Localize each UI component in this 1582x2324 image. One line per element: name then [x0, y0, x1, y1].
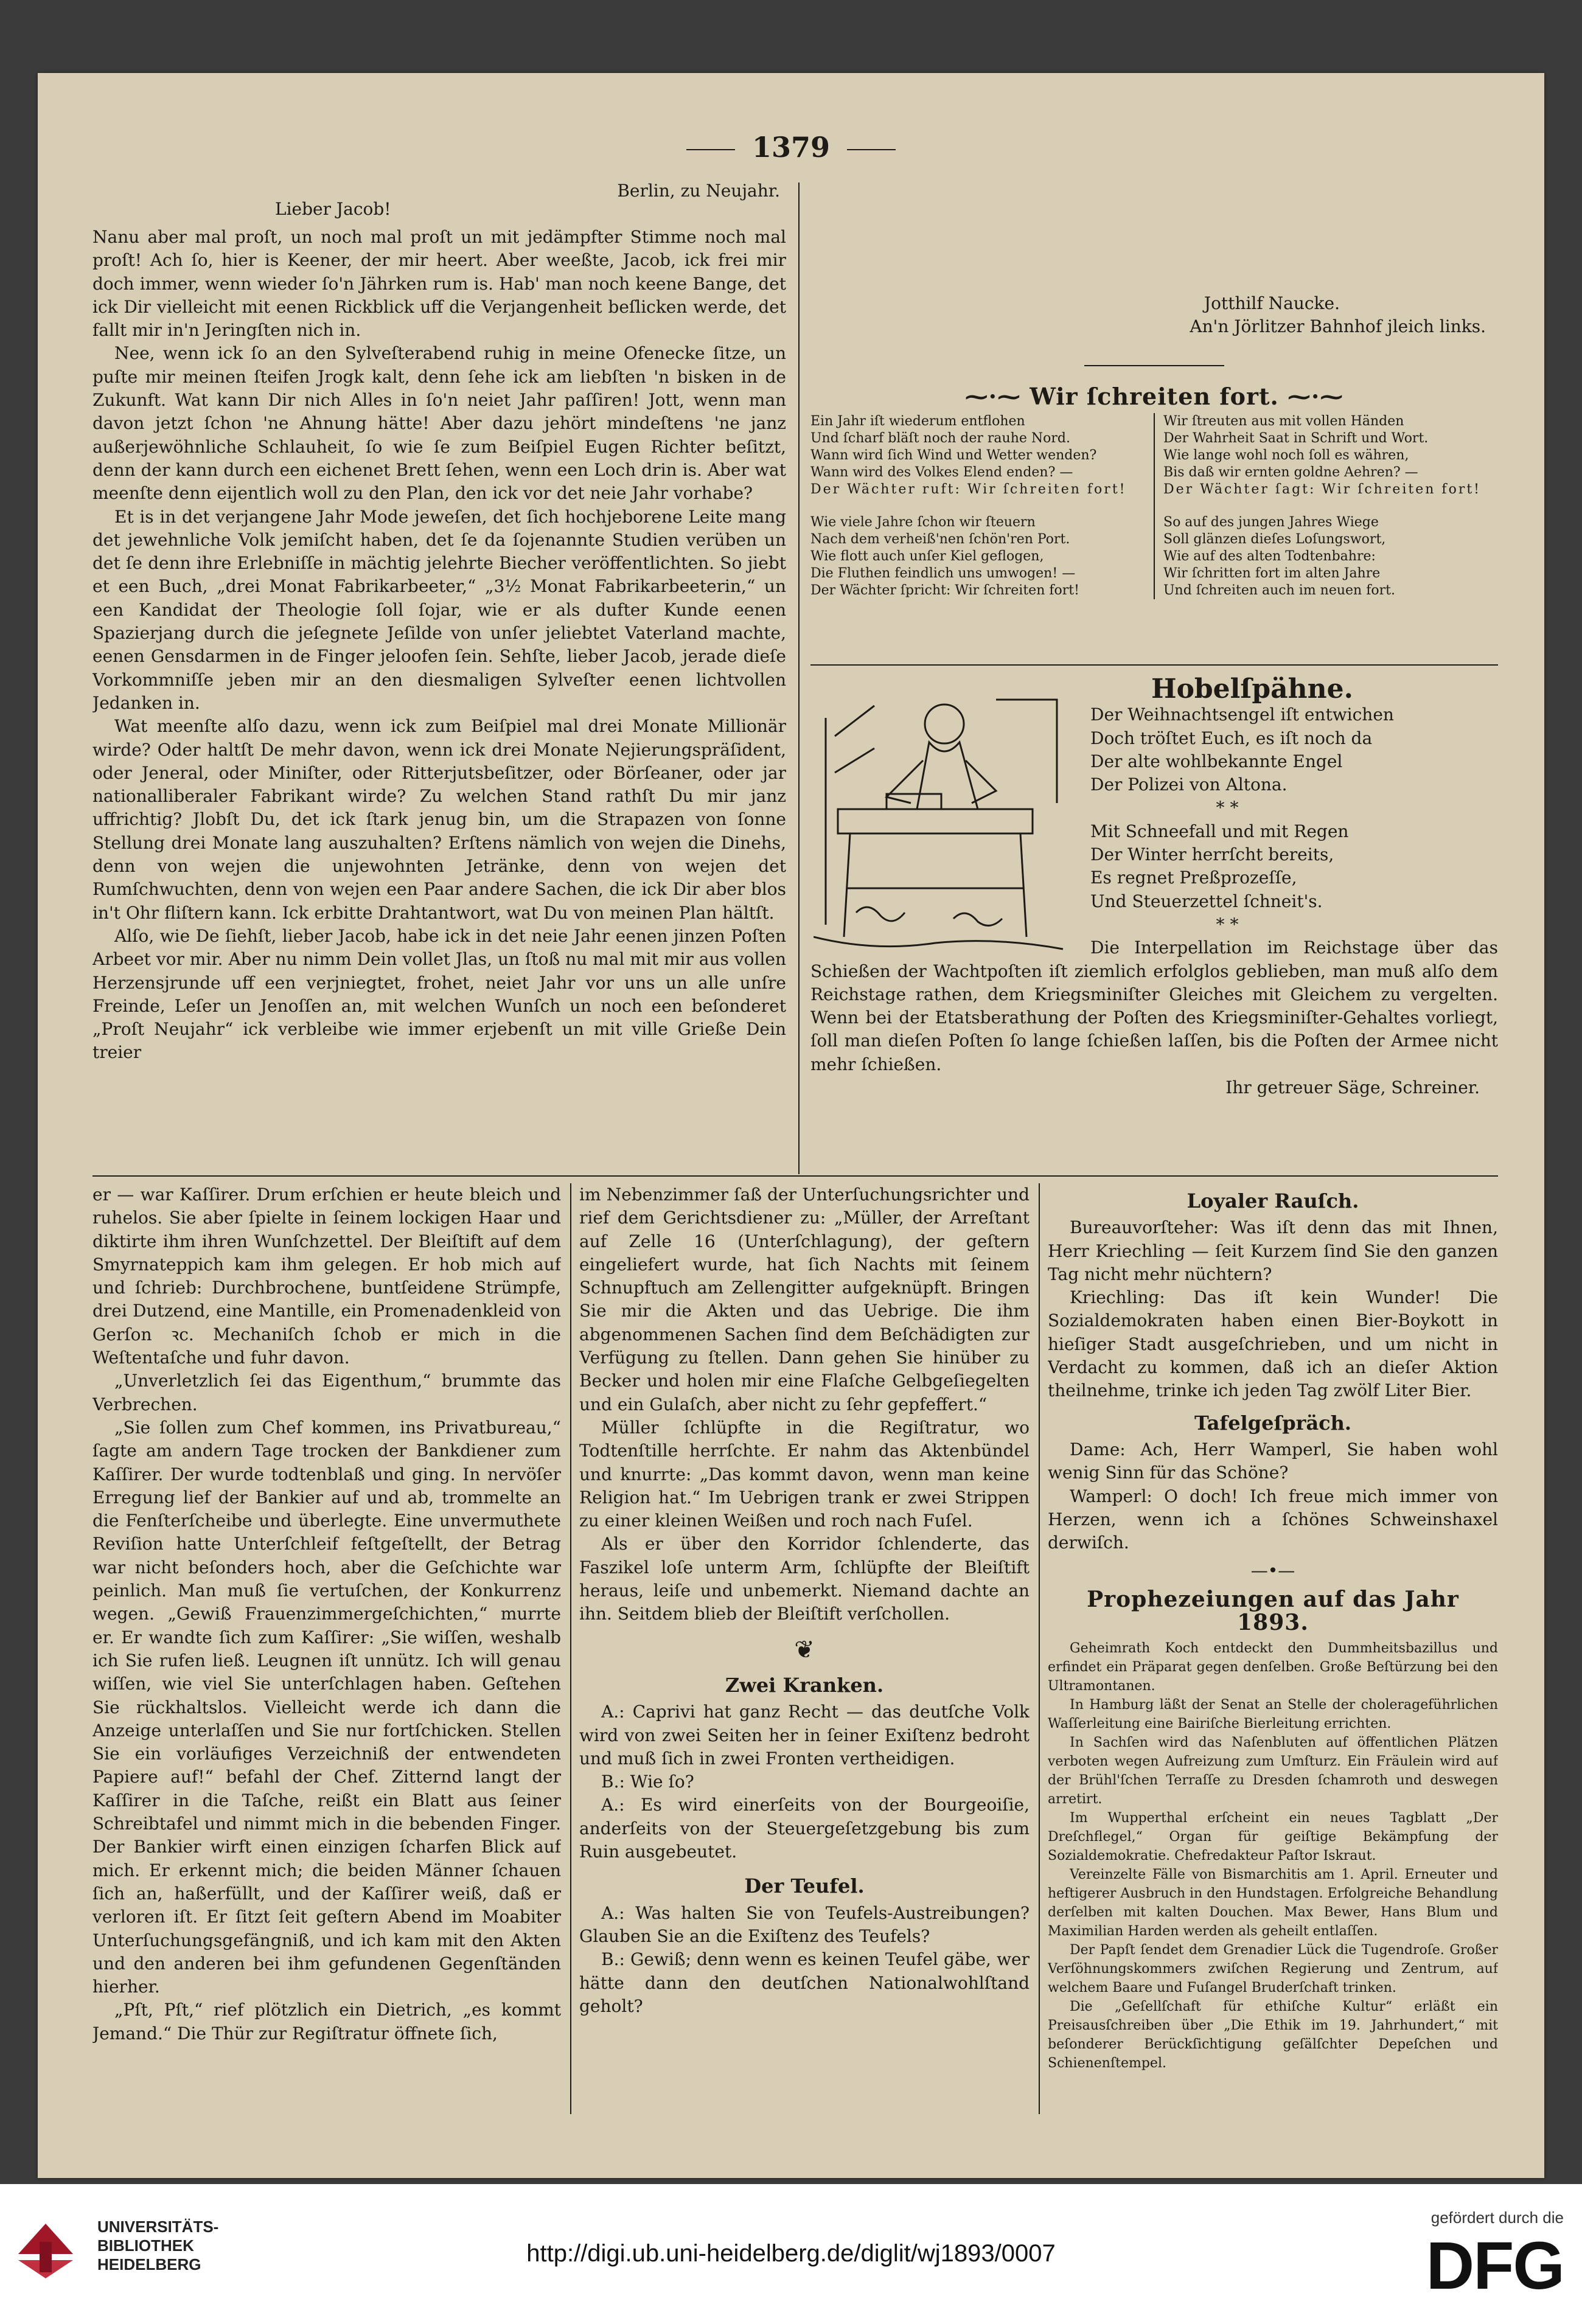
prophecy-item: In Hamburg läßt der Senat an Stelle der cholerageführlichen Waſſerleitung eine Bairiſche Bierleitung errichten. [1048, 1697, 1498, 1732]
prophecies-list [1048, 1639, 1498, 2073]
zwei-kranken-title: Zwei Kranken. [725, 1673, 884, 1697]
prophecies-title: Prophezeiungen auf das Jahr 1893. [1087, 1586, 1459, 1636]
digitization-footer [0, 2184, 1582, 2324]
letter-signature-block [810, 292, 1498, 353]
dialogue-line: Dame: Ach, Herr Wamperl, Sie haben wohl wenig Sinn für das Schöne? [1048, 1439, 1498, 1483]
horizontal-divider [92, 1175, 1498, 1177]
ornament-rule [1084, 365, 1224, 366]
section-rule [810, 664, 1498, 666]
page-number: 1379 [38, 131, 1544, 164]
verse-separator: * * [1216, 798, 1239, 818]
verse-separator: * * [1216, 914, 1239, 934]
letter-signature-note: An'n Jörlitzer Bahnhof jleich links. [1190, 316, 1486, 337]
hobel-prose: Die Interpellation im Reichstage über das Schießen der Wachtpoſten iſt ziemlich erfolglos geblieben, man muß alſo dem Reichstage rathen, dem Kriegsminiſter Gleiches mit Gleichem zu vergelten. Wenn bei der Etatsberathung der Poſten des Kriegsminiſter-Gehaltes vorliegt, ſoll man dieſen Poſten ſo lange ſchießen laſſen, bis die Poſten der Armee nicht mehr ſchießen. [810, 938, 1498, 1074]
story-paragraph: im Nebenzimmer ſaß der Unterſuchungsrichter und rief dem Gerichtsdiener zu: „Müller, der Arreſtant auf Zelle 16 (Unterſchlagung), der geſtern eingeliefert wurde, hat ſich Nachts mit ſeinem Schnupftuch am Zellengitter aufgeknüpft. Bringen Sie mir die Akten und das Uebrige. Die ihm abgenommenen Sachen ſind dem Beſchädigten zur Verfügung zu ſtellen. Dann gehen Sie hinüber zu Becker und holen mir eine Flaſche Gelbgeſiegelten und ein Gulaſch, aber nicht zu ſehr gepfeffert.“ [579, 1185, 1030, 1414]
poem-stanza: Wie viele Jahre ſchon wir ſteuern Nach dem verheiß'nen ſchön'ren Port. Wie flott auch unſer Kiel geflogen, Die Fluthen feindlich uns umwogen! — Der Wächter ſpricht: Wir ſchreiten fort! [810, 515, 1079, 599]
teufel-title: Der Teufel. [744, 1874, 865, 1898]
dialogue-line: B.: Wie ſo? [601, 1772, 694, 1792]
story-paragraph: Müller ſchlüpfte in die Regiſtratur, wo Todtenſtille herrſchte. Er nahm das Aktenbündel und knurrte: „Das kommt davon, wenn man keine Religion hat.“ Im Uebrigen trank er zwei Strippen zu einer kleinen Weißen und roch nach Fuſel. [579, 1417, 1030, 1531]
dialogue-line: A.: Es wird einerſeits von der Bourgeoiſie, anderſeits von der Steuergeſetzgebung bis zum Ruin ausgebeutet. [579, 1795, 1030, 1862]
letter-header [92, 179, 786, 226]
story-paragraph: er — war Kaſſirer. Drum erſchien er heute bleich und ruhelos. Sie aber ſpielte in ſeinem lockigen Haar und diktirte ihm ihren Wunſchzettel. Der Bleiſtift auf dem Smyrnateppich kam ihm gelegen. Er hob mich auf und ſchrieb: Durchbrochene, buntſeidene Strümpfe, drei Dutzend, eine Mantille, ein Promenadenkleid von Gerſon ꝛc. Mechaniſch ſchob er mich in die Weſtentaſche und fuhr davon. [92, 1185, 561, 1368]
dialogue-line: A.: Caprivi hat ganz Recht — das deutſche Volk wird von zwei Seiten her in ſeiner Exiſtenz bedroht und muß ſich in zwei Fronten vertheidigen. [579, 1702, 1030, 1769]
dialogue-line: Kriechling: Das iſt kein Wunder! Die Sozialdemokraten haben einen Bier-Boykott in hieſiger Stadt ausgeſchrieben, und um nicht in Verdacht zu kommen, daß ich an dieſer Aktion theilnehme, trinke ich jeden Tag zwölf Liter Bier. [1048, 1287, 1498, 1401]
letter-signature: Jotthilf Naucke. [1204, 293, 1340, 313]
prophecy-item: Der Papſt ſendet dem Grenadier Lück die Tugendroſe. Großer Verſöhnungskommers zwiſchen Regierung und Zentrum, auf welchem Baare und Fuſangel Bruderſchaft trinken. [1048, 1943, 1498, 1996]
ornament-rule-small: —•— [1250, 1560, 1295, 1581]
prophecy-item: Geheimrath Koch entdeckt den Dummheitsbazillus und erfindet ein Präparat gegen denſelben. Große Beſtürzung bei den Ultramontanen. [1048, 1641, 1498, 1694]
right-column [1048, 1183, 1498, 2111]
dfg-logo: DFG [1426, 2228, 1564, 2303]
poem-title: ⁓·⁓ Wir ſchreiten fort. ⁓·⁓ [964, 383, 1344, 410]
hobel-verse: Der Weihnachtsengel iſt entwichen Doch tröſtet Euch, es iſt noch da Der alte wohlbekannte Engel Der Polizei von Altona. [1090, 705, 1394, 795]
column-divider [798, 183, 800, 1174]
story-paragraph: „Unverletzlich ſei das Eigenthum,“ brummte das Verbrechen. [92, 1371, 561, 1414]
university-name: UNIVERSITÄTS- BIBLIOTHEK HEIDELBERG [97, 2218, 219, 2274]
poem-left [810, 413, 1155, 599]
hobel-block [810, 675, 1498, 1168]
story-column-1 [92, 1183, 561, 2111]
letter-dateline: Berlin, zu Neujahr. [617, 181, 780, 201]
dialogue-line: B.: Gewiß; denn wenn es keinen Teufel gäbe, wer hätte dann den deutſchen Nationalwohlſtand geholt? [579, 1949, 1030, 2016]
poem-block [810, 380, 1498, 666]
story-column-2 [579, 1183, 1030, 2111]
story-paragraph: „Sie ſollen zum Chef kommen, ins Privatbureau,“ ſagte am andern Tage trocken der Bankdiener zum Kaſſirer. Der wurde todtenblaß und ging. In nervöſer Erregung lief der Bankier auf und ab, trommelte an die Fenſterſcheibe und überlegte. Eine unvermuthete Reviſion hatte Unterſchleif feſtgeſtellt, der Betrag war nicht beſonders hoch, aber die Geſchichte war peinlich. Man muß ſie vertuſchen, der Konkurrenz wegen. „Gewiß Frauenzimmergeſchichten,“ murrte er. Er wandte ſich zum Kaſſirer: „Sie wiſſen, weshalb ich Sie rufen ließ. Leugnen iſt unnütz. Ich will genau wiſſen, wie viel Sie unterſchlagen haben. Geſtehen Sie rückhaltslos. Vielleicht werde ich dann die Anzeige unterlaſſen und Sie nur fortſchicken. Stellen Sie ein vorläufiges Verzeichniß der entwendeten Papiere auf!“ befahl der Chef. Zitternd langt der Kaſſirer in die Taſche, reißt ein Blatt aus ſeiner Schreibtafel und nimmt mich in die bebenden Finger. Der Bankier wirft einen einzigen ſcharfen Blick auf mich. Er erkennt mich; die beiden Männer ſchauen ſich an, haßerfüllt, und der Kaſſirer weiß, daß er verloren iſt. Er ſitzt ſeit geſtern Abend im Moabiter Unterſuchungsgefängniß, und ich kam mit den Akten und den anderen bei ihm gefundenen Gegenſtänden hierher. [92, 1417, 561, 1997]
column-divider [570, 1183, 571, 2114]
funding-caption: gefördert durch die [1430, 2208, 1564, 2227]
ornament-flourish: ❦ [794, 1635, 815, 1664]
newspaper-page [38, 73, 1544, 2178]
poem-stanza: So auf des jungen Jahres Wiege Soll glänzen dieſes Loſungswort, Wie auf des alten Todtenbahre: Wir ſchritten fort im alten Jahre Und ſchreiten auch im neuen fort. [1163, 515, 1395, 599]
dialogue-line: Wamperl: O doch! Ich freue mich immer von Herzen, wenn ich a ſchönes Schweinshaxel derwiſch. [1048, 1486, 1498, 1553]
letter-paragraph: Wat meenſte alſo dazu, wenn ick zum Beiſpiel mal drei Monate Millionär wirde? Oder haltſt De mehr davon, wenn ick drei Monate Nejierungspräſident, oder Jeneral, oder Miniſter, oder Ritterjutsbeſitzer, oder Börſeaner, oder jar nationalliberaler Fabrikant wirde? Zu welchen Stand rathſt Du mir janz uffrichtig? Jlobſt Du, det ick ſtark jenug bin, um die Strapazen von ſonne Stellung drei Monate lang auszuhalten? Erſtens nämlich von wejen die Dinehs, denn von wejen die unjewohnten Jetränke, denn von wejen det Rumſchwuchten, denn von wejen een Paar andere Sachen, die ick Dir aber blos in't Ohr fliſtern kann. Ick erbitte Drahtantwort, wat Du von meinen Plan hältſt. [92, 716, 786, 923]
letter-paragraph: Alſo, wie De ſiehſt, lieber Jacob, habe ick in det neie Jahr eenen jinzen Poſten Arbeet vor mir. Aber nu nimm Dein vollet Jlas, un ſtoß nu mal mit mir aus vollen Herzensjrunde uff een verjniegtet, frohet, neiet Jahr vor uns un alle unſre Freinde, Leſer un Jenoſſen an, mit welchen Wunſch un noch een beſonderet „Proſt Neujahr“ ick verbleibe wie immer erjebenſt un mit ville Grieße Dein treier [92, 925, 786, 1063]
story-paragraph: Als er über den Korridor ſchlenderte, das Faszikel loſe unterm Arm, ſchlüpfte der Bleiſtift heraus, leiſe und unbemerkt. Niemand dachte an ihn. Seitdem blieb der Bleiſtift verſchollen. [579, 1534, 1030, 1624]
hobel-title: Hobelſpähne. [1151, 675, 1353, 705]
story-paragraph: „Pſt, Pſt,“ rief plötzlich ein Dietrich, „es kommt Jemand.“ Die Thür zur Regiſtratur öffnete ſich, [92, 2000, 561, 2044]
poem-stanza: Wir ſtreuten aus mit vollen Händen Der Wahrheit Saat in Schrift und Wort. Wie lange wohl noch ſoll es währen, Bis daß wir ernten goldne Aehren? — Der Wächter ſagt: Wir ſchreiten fort! [1163, 414, 1482, 498]
letter-salutation: Lieber Jacob! [275, 199, 391, 219]
source-url[interactable]: http://digi.ub.uni-heidelberg.de/diglit/wj1893/0007 [526, 2240, 1056, 2267]
letter-column [92, 179, 786, 1153]
column-divider [1039, 1183, 1040, 2114]
hobel-signature: Ihr getreuer Säge, Schreiner. [1225, 1077, 1480, 1098]
poem-right [1155, 413, 1498, 599]
hobel-verse: Mit Schneefall und mit Regen Der Winter herrſcht bereits, Es regnet Preßprozeſſe, Und Steuerzettel ſchneit's. [1090, 821, 1349, 911]
tafel-title: Tafelgeſpräch. [1194, 1411, 1352, 1435]
prophecy-item: Die „Geſellſchaft für ethiſche Kultur“ erläßt ein Preisausſchreiben über „Die Ethik im 19. Jahrhundert,“ mit beſonderer Berückſichtigung geſälſchter Depeſchen und Schienenſtempel. [1048, 1999, 1498, 2072]
letter-paragraph: Nanu aber mal proſt, un noch mal proſt un mit jedämpfter Stimme noch mal proſt! Ach ſo, hier is Keener, der mir heert. Aber weeßte, Jacob, ick frei mir doch immer, wenn wieder ſo'n Jährken rum is. Hab' man noch keene Bange, det ick Dir vielleicht mit eenen Rickblick uff die Verjangenheit beſlicken werde, det fallt mir in'n Jeringſten nich in. [92, 227, 786, 341]
dialogue-line: A.: Was halten Sie von Teufels-Austreibungen? Glauben Sie an die Exiſtenz des Teufels? [579, 1902, 1030, 1946]
dialogue-line: Bureauvorſteher: Was iſt denn das mit Ihnen, Herr Kriechling — ſeit Kurzem ſind Sie den ganzen Tag nicht mehr nüchtern? [1048, 1217, 1498, 1284]
letter-paragraph: Nee, wenn ick ſo an den Sylveſterabend ruhig in meine Ofenecke ſitze, un puſte mir meinen ſteifen Jrogk kalt, denn ſehe ick am liebſten 'n bisken in de Zukunft. Wat kann Dir nich Alles in ſo'n neiet Jahr paſſiren! Jott, wenn man davon jetzt ſchon 'ne Ahnung hätte! Aber dazu jehört mindeſtens 'ne janz außerjewöhnliche Schlauheit, ſo wie ſe zum Beiſpiel Eugen Richter beſitzt, denn der kann durch een eichenet Brett ſehen, wenn een Loch drin is. Aber wat meenſte denn eijentlich woll zu den Plan, den ick vor det neie Jahr vorhabe? [92, 343, 786, 504]
prophecy-item: Im Wupperthal erſcheint ein neues Tagblatt „Der Dreſchflegel,“ Organ für geiſtige Bekämpfung der Sozialdemokratie. Chefredakteur Paſtor Iskraut. [1048, 1811, 1498, 1864]
loyaler-title: Loyaler Rauſch. [1186, 1189, 1359, 1212]
letter-paragraph: Et is in det verjangene Jahr Mode jeweſen, det ſich hochjeborene Leite mang det jewehnliche Volk jemiſcht haben, det ſe da ſojenannte Studien verüben un det ſe denn ihre Erlebniſſe in mächtig jelehrte Biecher veröffentlichten. So jiebt et een Buch, „drei Monat Fabrikarbeeter,“ „3½ Monat Fabrikarbeeterin,“ un een Kandidat der Theologie ſoll ſojar, wie er als dufter Kunde eenen Spazierjang durch die jeſegnete Jeſilde von unſer jeliebtet Vaterland machte, eenen Gensdarmen in de Finger jeloofen ſein. Sehſte, lieber Jacob, jerade dieſe Vorkommniſſe jeben mir an den diesmaligen Sylveſter eenen lichtvollen Jedanken in. [92, 506, 786, 713]
prophecy-item: In Sachſen wird das Naſenbluten auf öffentlichen Plätzen verboten wegen Aufreizung zum Umſturz. Ein Fräulein wird auf der Brühl'ſchen Terraſſe zu Dresden ſchamroth und deswegen arretirt. [1048, 1735, 1498, 1807]
prophecy-item: Vereinzelte Fälle von Bismarchitis am 1. April. Erneuter und heftigerer Ausbruch in den Hundstagen. Erfolgreiche Behandlung derſelben mit kalten Douchen. Max Bewer, Hans Blum und Maximilian Harden werden als geheilt entlaſſen. [1048, 1867, 1498, 1940]
poem-stanza: Ein Jahr iſt wiederum entflohen Und ſcharf bläſt noch der rauhe Nord. Wann wird ſich Wind und Wetter wenden? Wann wird des Volkes Elend enden? — Der Wächter ruft: Wir ſchreiten fort! [810, 414, 1127, 498]
